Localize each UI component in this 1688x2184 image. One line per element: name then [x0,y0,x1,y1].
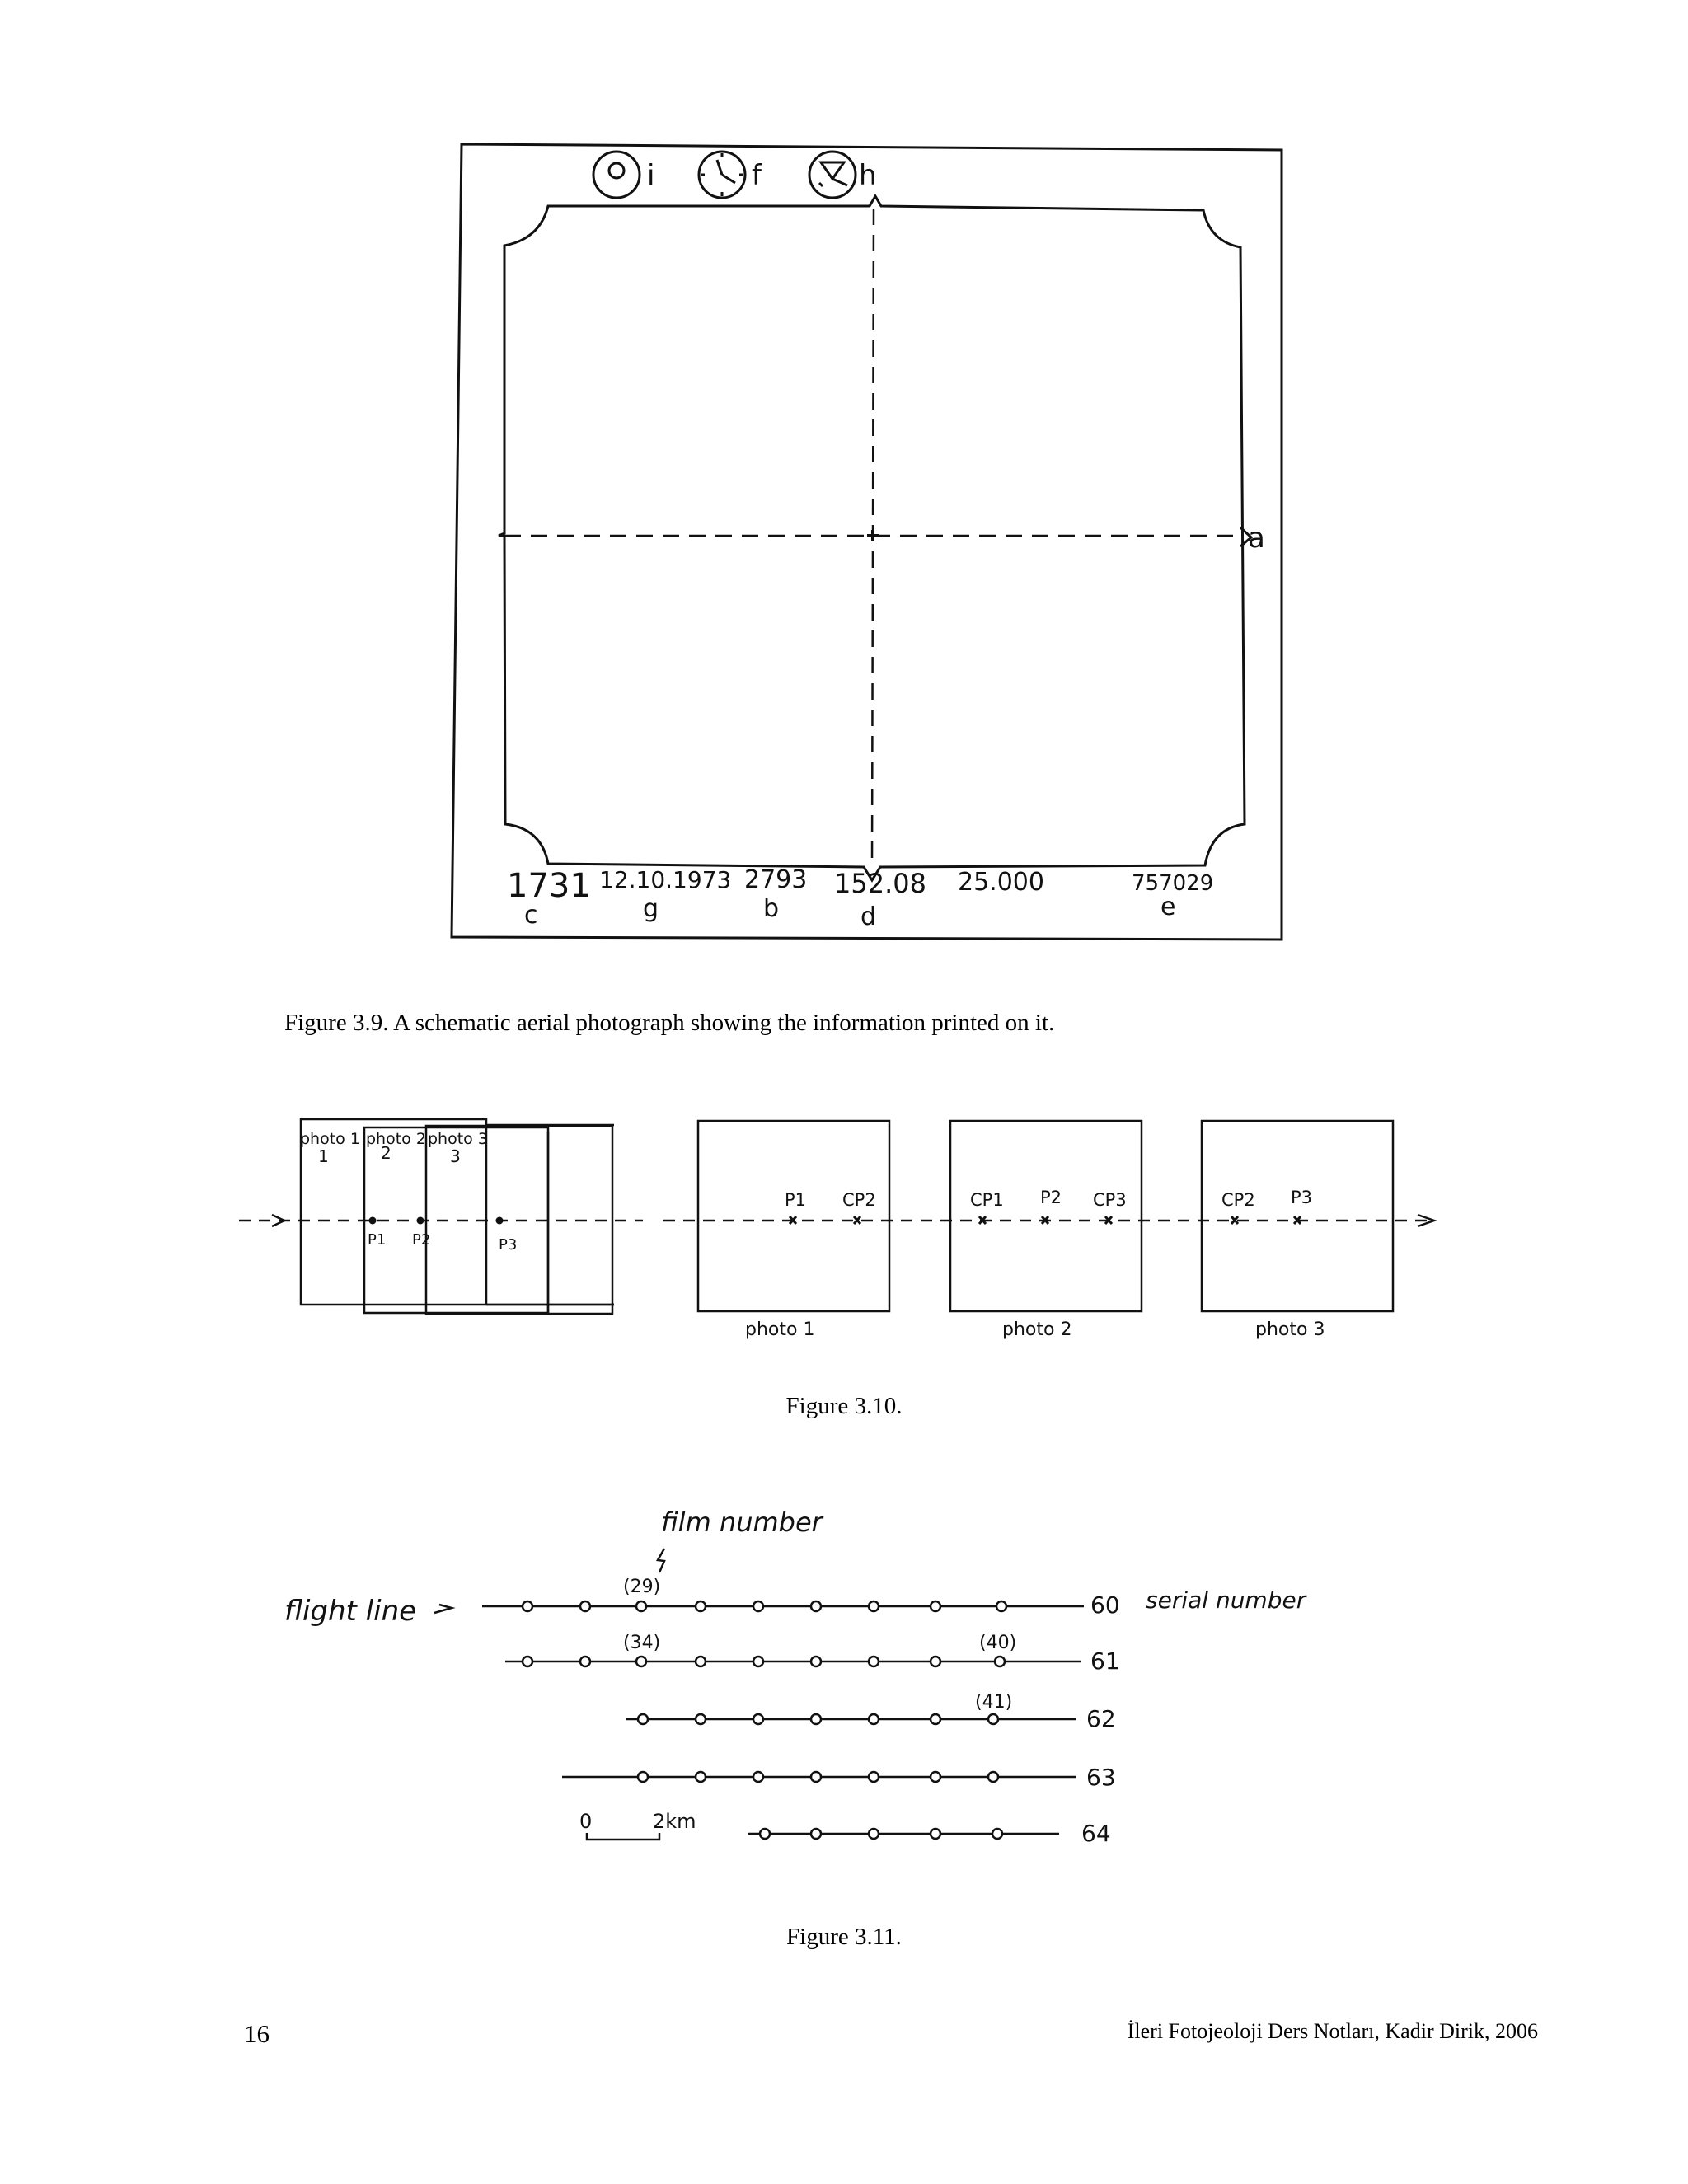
scale-zero: 0 [579,1810,593,1833]
page-number: 16 [244,2019,270,2048]
photo-centre-dot [753,1772,763,1782]
photo-3-box [1202,1121,1393,1311]
label-f: f [752,159,762,192]
photo-number-41: (41) [975,1692,1013,1713]
strip-number-3: 3 [450,1146,461,1166]
clock-icon [699,152,745,198]
strip-label-3: photo 3 [428,1130,488,1148]
photo-3-cp2: CP2 [1221,1190,1255,1210]
photo-centre-dot [636,1601,646,1611]
photo-2-box [950,1121,1142,1311]
letter-d: d [860,902,877,931]
photo-centre-dot [580,1657,590,1666]
level-bubble-icon [593,152,640,198]
line-number-63: 63 [1086,1764,1116,1791]
line-number-60: 60 [1090,1591,1120,1619]
photo-centre-dot [811,1601,821,1611]
photo-centre-dot [696,1657,706,1666]
photo-centre-dot [580,1601,590,1611]
scale-bar [587,1833,659,1840]
photo-1-p1: P1 [785,1190,807,1210]
photo-centre-dot [523,1601,532,1611]
letter-e: e [1160,893,1176,921]
photo-centre-dot [869,1714,879,1724]
strip-point-p3: P3 [499,1236,518,1254]
photo-centre-dot [811,1657,821,1666]
photo-centre-dot [753,1601,763,1611]
label-h: h [859,159,877,192]
photo-centre-dot [931,1601,940,1611]
photo-centre-dot [636,1657,646,1666]
value-g: 12.10.1973 [599,866,732,893]
letter-g: g [643,894,659,923]
line-number-62: 62 [1086,1705,1116,1732]
figure-3-9-caption: Figure 3.9. A schematic aerial photograph showing the information printed on it. [284,1010,1055,1036]
strip-point-p2: P2 [412,1231,431,1249]
photo-centre-dot [811,1714,821,1724]
figure-3-10 [239,1119,1434,1314]
photo-centre-dot [638,1714,648,1724]
label-i: i [647,159,655,192]
line-number-61: 61 [1090,1647,1120,1675]
photo-centre-dot [869,1601,879,1611]
photo-1-label: photo 1 [745,1319,815,1340]
photo-centre-dot [869,1829,879,1839]
strip-number-1: 1 [318,1146,329,1166]
photo-number-40: (40) [979,1633,1017,1653]
photo-centre-dot [996,1601,1006,1611]
photo-centre-dot [811,1772,821,1782]
photo-2-p2: P2 [1040,1188,1062,1207]
figure-3-10-labels [300,1130,1325,1340]
photo-centre-dot [931,1714,940,1724]
value-e: 757029 [1132,871,1214,896]
letter-b: b [763,894,780,923]
film-number-label: film number [661,1507,823,1538]
figure-3-10-caption: Figure 3.10. [785,1393,903,1419]
serial-number-label: serial number [1146,1586,1306,1614]
figure-3-9 [452,144,1282,940]
figure-3-11-caption: Figure 3.11. [786,1924,902,1950]
photo-centre-dot [811,1829,821,1839]
photo-centre-dot [638,1772,648,1782]
footer-credit: İleri Fotojeoloji Ders Notları, Kadir Dirik, 2006 [1127,2019,1538,2043]
label-a: a [1248,522,1265,555]
photo-3-p3: P3 [1291,1188,1313,1207]
value-b: 2793 [744,865,808,894]
scale-label: 2km [653,1810,696,1833]
photo-3-label: photo 3 [1255,1319,1325,1340]
photo-number-34: (34) [623,1633,661,1653]
photo-centre-dot [753,1657,763,1666]
strip-point-p1: P1 [368,1231,387,1249]
photo-centre-dot [992,1829,1002,1839]
photo-1-cp2: CP2 [842,1190,876,1210]
photo-centre-dot [696,1714,706,1724]
photo-1-box [698,1121,889,1311]
strip-label-2: photo 2 [366,1130,426,1148]
photo-centre-dot [869,1657,879,1666]
photo-centre-dot [523,1657,532,1666]
photo-centre-dot [696,1772,706,1782]
photo-centre-dot [995,1657,1005,1666]
photo-centre-dot [931,1772,940,1782]
value-c: 1731 [507,867,591,905]
photo-centre-dot [696,1601,706,1611]
photo-centre-dot [753,1714,763,1724]
photo-2-cp1: CP1 [970,1190,1004,1210]
photo-outer-frame [452,144,1282,940]
strip-number-2: 2 [381,1143,392,1163]
photo-centre-dot [931,1657,940,1666]
altimeter-icon [809,152,856,198]
photo-2-label: photo 2 [1002,1319,1072,1340]
figure-3-11-labels [284,1507,1307,1847]
figure-3-9-labels [507,159,1265,931]
photo-number-29: (29) [623,1577,661,1597]
value-scale: 25.000 [958,868,1044,897]
photo-2-cp3: CP3 [1093,1190,1127,1210]
letter-c: c [524,901,538,930]
film-number-pointer [658,1549,664,1572]
photo-centre-dot [988,1772,998,1782]
line-number-64: 64 [1081,1820,1111,1847]
strip-label-1: photo 1 [300,1130,360,1148]
photo-centre-dot [760,1829,770,1839]
value-d: 152.08 [834,868,926,899]
photo-centre-dot [988,1714,998,1724]
photo-centre-dot [869,1772,879,1782]
photo-centre-dot [931,1829,940,1839]
flight-line-label: flight line [284,1595,417,1628]
